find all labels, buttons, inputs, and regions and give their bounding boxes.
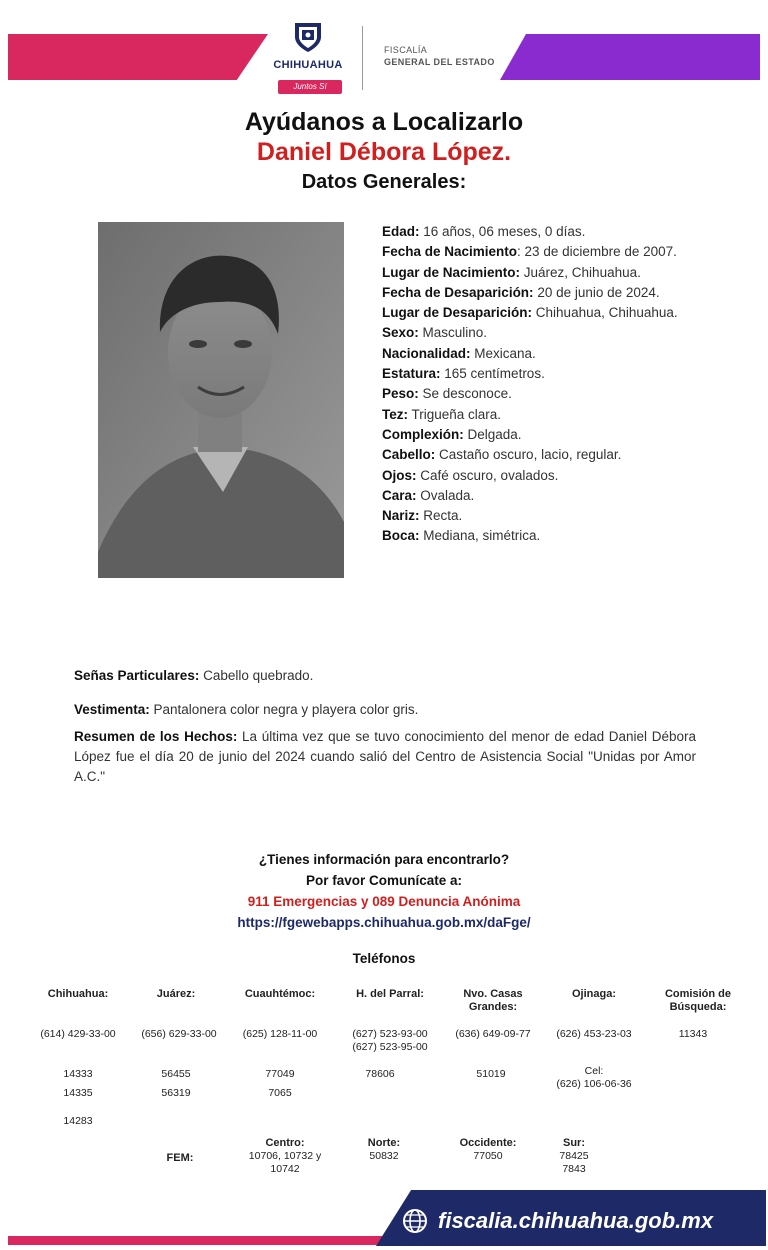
info-question: ¿Tienes información para encontrarlo? xyxy=(258,852,510,867)
ext-juarez-2: 56319 xyxy=(161,1087,191,1099)
phones-header-cuauhtemoc: Cuauhtémoc: xyxy=(244,988,316,1000)
fem-centro-line-2: 10742 xyxy=(270,1163,300,1175)
detail-value: Masculino. xyxy=(418,325,488,341)
detail-value: 20 de junio de 2024. xyxy=(533,284,660,300)
info-request: Por favor Comunícate a: xyxy=(305,873,463,888)
detail-cara xyxy=(382,486,682,506)
detail-value: Trigueña clara. xyxy=(408,406,502,422)
person-photo xyxy=(98,222,344,578)
header-pink-band xyxy=(8,34,268,80)
detail-label: Sexo: xyxy=(382,325,419,341)
detail-label: Lugar de Nacimiento: xyxy=(382,264,521,280)
clothing-label: Vestimenta: xyxy=(74,702,150,717)
fem-sur-line-2: 7843 xyxy=(562,1163,586,1175)
detail-value: Recta. xyxy=(419,508,463,524)
detail-label: Ojos: xyxy=(382,467,417,483)
fem-centro xyxy=(230,1137,340,1176)
detail-value: Chihuahua, Chihuahua. xyxy=(532,305,678,321)
detail-lugar-nacimiento xyxy=(382,263,682,283)
detail-complexion xyxy=(382,425,682,445)
footer-pink-bar xyxy=(8,1236,388,1245)
detail-value: 165 centímetros. xyxy=(440,366,545,382)
header-line: Grandes: xyxy=(468,1001,518,1013)
header-purple-band xyxy=(500,34,760,80)
ext-chihuahua-2: 14335 xyxy=(63,1087,93,1099)
ext-parral-1: 78606 xyxy=(365,1068,395,1080)
detail-value: Delgada. xyxy=(463,426,522,442)
detail-value: Se desconoce. xyxy=(418,386,512,402)
detail-label: Boca: xyxy=(382,528,420,544)
detail-label: Fecha de Desaparición: xyxy=(382,284,534,300)
fem-occidente xyxy=(446,1137,530,1163)
report-link[interactable]: https://fgewebapps.chihuahua.gob.mx/daFge/ xyxy=(237,915,531,930)
phones-title: Teléfonos xyxy=(352,951,416,966)
detail-value: Ovalada. xyxy=(416,487,475,503)
ext-cuauhtemoc-1: 77049 xyxy=(265,1068,295,1080)
detail-nariz xyxy=(382,506,682,526)
phones-header-casas xyxy=(446,988,540,1014)
header-divider xyxy=(362,26,363,90)
detail-value: 16 años, 06 meses, 0 días. xyxy=(419,224,586,239)
header-line: Nvo. Casas xyxy=(463,988,523,1000)
fem-centro-header: Centro: xyxy=(265,1137,305,1149)
missing-person-name: Daniel Débora López. xyxy=(256,138,512,166)
detail-label: Lugar de Desaparición: xyxy=(382,305,533,321)
detail-value: : 23 de diciembre de 2007. xyxy=(517,244,677,260)
cel-number[interactable]: (626) 106-06-36 xyxy=(556,1078,632,1090)
ext-chihuahua-1: 14333 xyxy=(63,1068,93,1080)
fem-centro-line-1: 10706, 10732 y xyxy=(248,1150,322,1162)
detail-tez xyxy=(382,405,682,425)
globe-icon xyxy=(402,1208,428,1234)
clothing-value: Pantalonera color negra y playera color gris. xyxy=(149,702,419,717)
phone-parral-main xyxy=(340,1028,440,1054)
emergency-numbers: 911 Emergencias y 089 Denuncia Anónima xyxy=(247,894,521,909)
detail-value: Castaño oscuro, lacio, regular. xyxy=(435,447,622,463)
agency-line-1: FISCALÍA xyxy=(384,45,428,55)
detail-label: Complexión: xyxy=(382,426,464,442)
logo-name: CHIHUAHUA xyxy=(273,59,343,71)
distinguishing-marks xyxy=(74,666,696,686)
fem-norte-header: Norte: xyxy=(367,1137,401,1149)
phones-header-ojinaga: Ojinaga: xyxy=(571,988,616,1000)
detail-edad xyxy=(382,222,682,242)
ojinaga-cel xyxy=(546,1065,642,1091)
phone-parral-1[interactable]: (627) 523-93-00 xyxy=(352,1028,428,1040)
phones-header-juarez: Juárez: xyxy=(156,988,196,1000)
facts-summary xyxy=(74,727,696,787)
detail-label: Tez: xyxy=(382,406,408,422)
detail-label: Cara: xyxy=(382,487,417,503)
summary-label: Resumen de los Hechos: xyxy=(74,729,238,744)
fem-occidente-header: Occidente: xyxy=(459,1137,517,1149)
detail-label: Nariz: xyxy=(382,508,420,524)
phone-chihuahua-main[interactable]: (614) 429-33-00 xyxy=(40,1028,116,1040)
phones-header-parral: H. del Parral: xyxy=(356,988,424,1000)
general-data-list xyxy=(382,222,682,547)
ext-casas-1: 51019 xyxy=(476,1068,506,1080)
detail-value: Café oscuro, ovalados. xyxy=(416,467,559,483)
agency-name xyxy=(384,44,514,68)
ext-chihuahua-3: 14283 xyxy=(63,1115,93,1127)
header-line: Comisión de xyxy=(664,988,731,1000)
detail-label: Nacionalidad: xyxy=(382,345,471,361)
phone-parral-2[interactable]: (627) 523-95-00 xyxy=(352,1041,428,1053)
logo-tagline: Juntos Sí podemos xyxy=(278,80,342,94)
ext-juarez-1: 56455 xyxy=(161,1068,191,1080)
fem-occidente-value: 77050 xyxy=(473,1150,503,1162)
fem-sur-line-1: 78425 xyxy=(559,1150,589,1162)
detail-lugar-desaparicion xyxy=(382,303,682,323)
detail-label: Estatura: xyxy=(382,366,441,382)
detail-fecha-desaparicion xyxy=(382,283,682,303)
detail-ojos xyxy=(382,466,682,486)
detail-label: Edad: xyxy=(382,224,420,239)
fem-norte-value: 50832 xyxy=(369,1150,399,1162)
detail-estatura xyxy=(382,364,682,384)
detail-value: Mexicana. xyxy=(470,345,536,361)
marks-label: Señas Particulares: xyxy=(74,668,200,683)
detail-label: Fecha de Nacimiento xyxy=(382,244,518,260)
phones-header-chihuahua: Chihuahua: xyxy=(47,988,109,1000)
detail-nacionalidad xyxy=(382,344,682,364)
fem-norte xyxy=(346,1137,422,1163)
footer-website[interactable]: fiscalia.chihuahua.gob.mx xyxy=(438,1208,714,1233)
phone-juarez-main[interactable]: (656) 629-33-00 xyxy=(141,1028,217,1040)
detail-label: Cabello: xyxy=(382,447,436,463)
phones-header-comision xyxy=(650,988,746,1014)
headline: Ayúdanos a Localizarlo xyxy=(244,108,524,136)
phone-cuauhtemoc-main[interactable]: (625) 128-11-00 xyxy=(242,1028,318,1040)
cel-label: Cel: xyxy=(584,1065,604,1077)
detail-sexo xyxy=(382,323,682,343)
detail-fecha-nacimiento xyxy=(382,242,682,262)
phone-comision-main[interactable]: 11343 xyxy=(678,1028,708,1040)
detail-peso xyxy=(382,384,682,404)
summary-value: La última vez que se tuvo conocimiento del menor de edad Daniel Débora López fue el día 20 de junio del 2024 cuando salió del Centro de Asistencia Social "Unidas por Amor A.C." xyxy=(74,729,697,784)
detail-label: Peso: xyxy=(382,386,419,402)
ext-cuauhtemoc-2: 7065 xyxy=(268,1087,292,1099)
header-line: Búsqueda: xyxy=(669,1001,727,1013)
detail-cabello xyxy=(382,445,682,465)
section-title: Datos Generales: xyxy=(301,171,467,193)
fem-label: FEM: xyxy=(166,1152,194,1164)
fem-sur xyxy=(546,1137,602,1176)
fem-sur-header: Sur: xyxy=(563,1137,585,1149)
marks-value: Cabello quebrado. xyxy=(199,668,314,683)
detail-value: Mediana, simétrica. xyxy=(419,528,541,544)
detail-value: Juárez, Chihuahua. xyxy=(520,264,641,280)
phone-casas-main[interactable]: (636) 649-09-77 xyxy=(455,1028,531,1040)
clothing xyxy=(74,700,696,720)
phone-ojinaga-main[interactable]: (626) 453-23-03 xyxy=(556,1028,632,1040)
detail-boca xyxy=(382,526,682,546)
agency-line-2: GENERAL DEL ESTADO xyxy=(384,57,495,67)
state-shield-icon xyxy=(291,20,325,54)
